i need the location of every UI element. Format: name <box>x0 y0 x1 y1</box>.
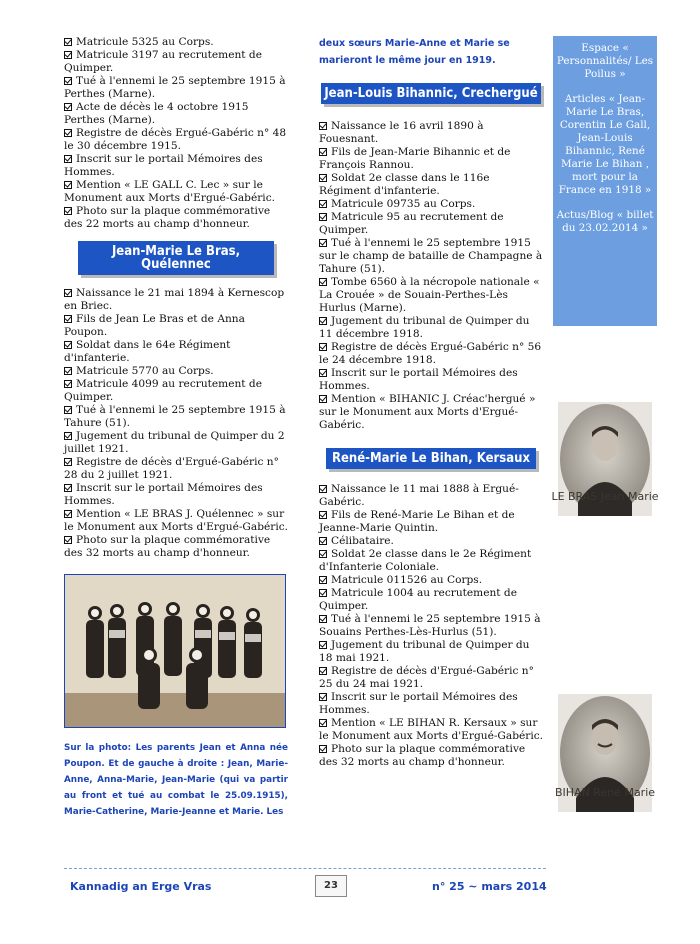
list-item-text: Mention « LE GALL C. Lec » sur le Monument aux Morts d'Ergué-Gabéric. <box>64 179 275 204</box>
list-item <box>64 75 288 101</box>
checkbox-icon <box>319 369 327 377</box>
list-item <box>64 378 288 404</box>
list-item <box>319 483 543 509</box>
list-item-text: Inscrit sur le portail Mémoires des Hommes. <box>319 691 518 716</box>
list-item <box>64 365 288 378</box>
list-item <box>319 276 543 315</box>
list-item-text: Naissance le 11 mai 1888 à Ergué-Gabéric. <box>319 483 519 508</box>
links-sidebar <box>553 36 657 326</box>
checkbox-icon <box>64 380 72 388</box>
list-item-text: Matricule 4099 au recrutement de Quimper. <box>64 378 262 403</box>
list-item <box>64 339 288 365</box>
list-item <box>319 198 543 211</box>
checkbox-icon <box>319 122 327 130</box>
checkbox-icon <box>319 641 327 649</box>
checkbox-icon <box>64 103 72 111</box>
checkbox-icon <box>64 432 72 440</box>
footer-divider <box>64 868 546 869</box>
list-item <box>319 717 543 743</box>
checkbox-icon <box>319 693 327 701</box>
checkbox-icon <box>64 129 72 137</box>
checkbox-icon <box>319 719 327 727</box>
checkbox-icon <box>319 576 327 584</box>
list-item-text: Fils de Jean-Marie Bihannic et de François Rannou. <box>319 146 511 171</box>
list-item <box>319 665 543 691</box>
checkbox-icon <box>319 343 327 351</box>
checkbox-icon <box>64 38 72 46</box>
list-item-text: Matricule 5325 au Corps. <box>76 36 214 48</box>
list-item-text: Matricule 1004 au recrutement de Quimper. <box>319 587 517 612</box>
list-item <box>64 534 288 560</box>
list-item <box>319 120 543 146</box>
list-item <box>64 101 288 127</box>
checkbox-icon <box>319 317 327 325</box>
list-item-text: Tué à l'ennemi le 25 septembre 1915 à Tahure (51). <box>64 404 286 429</box>
list-item <box>319 211 543 237</box>
list-item-text: Matricule 95 au recrutement de Quimper. <box>319 211 504 236</box>
checkbox-icon <box>319 615 327 623</box>
section-banner-lebras: Jean-Marie Le Bras, Quélennec <box>78 241 274 275</box>
checkbox-icon <box>64 181 72 189</box>
list-item <box>319 743 543 769</box>
list-item <box>64 508 288 534</box>
checkbox-icon <box>319 667 327 675</box>
list-item-text: Matricule 3197 au recrutement de Quimper. <box>64 49 262 74</box>
family-photo <box>64 574 286 728</box>
list-item <box>319 393 543 432</box>
checkbox-icon <box>64 484 72 492</box>
list-item-text: Soldat 2e classe dans le 116e Régiment d'infanterie. <box>319 172 490 197</box>
sidebar-actus-link[interactable]: Actus/Blog « billet du 23.02.2014 » <box>556 209 654 234</box>
list-item-text: Registre de décès d'Ergué-Gabéric n° 25 du 24 mai 1921. <box>319 665 534 690</box>
continuation-text: deux sœurs Marie-Anne et Marie se marieront le même jour en 1919. <box>319 38 510 66</box>
checkbox-icon <box>319 745 327 753</box>
checkbox-icon <box>64 77 72 85</box>
column-left <box>64 36 288 820</box>
list-item <box>64 456 288 482</box>
list-item <box>319 587 543 613</box>
list-item <box>64 127 288 153</box>
checkbox-icon <box>319 537 327 545</box>
checkbox-icon <box>64 155 72 163</box>
list-item-text: Tué à l'ennemi le 25 septembre 1915 à Souains Perthes-Lès-Hurlus (51). <box>319 613 541 638</box>
list-item-text: Jugement du tribunal de Quimper du 2 juillet 1921. <box>64 430 285 455</box>
list-item-text: Inscrit sur le portail Mémoires des Hommes. <box>64 482 263 507</box>
list-item-text: Inscrit sur le portail Mémoires des Hommes. <box>319 367 518 392</box>
checkbox-icon <box>64 289 72 297</box>
bihannic-list <box>319 120 543 432</box>
list-item-text: Naissance le 21 mai 1894 à Kernescop en Briec. <box>64 287 285 312</box>
sidebar-articles-link[interactable]: Articles « Jean-Marie Le Bras, Corentin Le Gall, Jean-Louis Bihannic, René Marie Le Bihan , mort pour la France en 1918 » <box>558 93 652 196</box>
list-item-text: Tombe 6560 à la nécropole nationale « La Crouée » de Souain-Perthes-Lès Hurlus (Marne). <box>319 276 540 314</box>
list-item-text: Tué à l'ennemi le 25 septembre 1915 à Perthes (Marne). <box>64 75 286 100</box>
list-item-text: Registre de décès Ergué-Gabéric n° 56 le 24 décembre 1918. <box>319 341 542 366</box>
list-item <box>319 548 543 574</box>
list-item-text: Fils de René-Marie Le Bihan et de Jeanne-Marie Quintin. <box>319 509 515 534</box>
list-item-text: Mention « LE BIHAN R. Kersaux » sur le Monument aux Morts d'Ergué-Gabéric. <box>319 717 544 742</box>
list-item <box>319 341 543 367</box>
list-item-text: Tué à l'ennemi le 25 septembre 1915 sur le champ de bataille de Champagne à Tahure (51). <box>319 237 543 275</box>
footer-issue: n° 25 ~ mars 2014 <box>432 880 547 893</box>
list-item-text: Matricule 09735 au Corps. <box>331 198 476 210</box>
list-item-text: Fils de Jean Le Bras et de Anna Poupon. <box>64 313 245 338</box>
portrait-lebras-image <box>551 402 659 516</box>
section-banner-lebihan: René-Marie Le Bihan, Kersaux <box>326 448 536 469</box>
list-item <box>64 179 288 205</box>
list-item <box>319 535 543 548</box>
intro-list <box>64 36 288 231</box>
list-item <box>319 315 543 341</box>
checkbox-icon <box>319 485 327 493</box>
list-item-text: Célibataire. <box>331 535 394 547</box>
list-item-text: Acte de décès le 4 octobre 1915 Perthes (Marne). <box>64 101 249 126</box>
list-item <box>64 205 288 231</box>
list-item <box>64 430 288 456</box>
checkbox-icon <box>64 458 72 466</box>
list-item-text: Jugement du tribunal de Quimper du 18 mai 1921. <box>319 639 530 664</box>
list-item-text: Photo sur la plaque commémorative des 32 morts au champ d'honneur. <box>64 534 271 559</box>
checkbox-icon <box>319 589 327 597</box>
list-item-text: Inscrit sur le portail Mémoires des Hommes. <box>64 153 263 178</box>
list-item-text: Matricule 5770 au Corps. <box>76 365 214 377</box>
checkbox-icon <box>319 511 327 519</box>
portrait-lebras <box>551 402 659 516</box>
list-item-text: Photo sur la plaque commémorative des 22 morts au champ d'honneur. <box>64 205 271 230</box>
list-item <box>64 404 288 430</box>
list-item <box>64 49 288 75</box>
list-item-text: Naissance le 16 avril 1890 à Fouesnant. <box>319 120 484 145</box>
list-item <box>319 613 543 639</box>
footer-publication: Kannadig an Erge Vras <box>70 880 212 893</box>
column-middle <box>319 36 543 769</box>
checkbox-icon <box>64 367 72 375</box>
list-item <box>319 639 543 665</box>
list-item-text: Mention « LE BRAS J. Quélennec » sur le Monument aux Morts d'Ergué-Gabéric. <box>64 508 289 533</box>
list-item <box>64 482 288 508</box>
checkbox-icon <box>319 395 327 403</box>
page-number: 23 <box>315 875 347 897</box>
list-item-text: Registre de décès Ergué-Gabéric n° 48 le 30 décembre 1915. <box>64 127 287 152</box>
list-item <box>64 153 288 179</box>
list-item <box>64 287 288 313</box>
list-item-text: Mention « BIHANIC J. Créac'hergué » sur le Monument aux Morts d'Ergué-Gabéric. <box>319 393 536 431</box>
checkbox-icon <box>64 510 72 518</box>
list-item-text: Matricule 011526 au Corps. <box>331 574 483 586</box>
list-item <box>319 509 543 535</box>
checkbox-icon <box>64 207 72 215</box>
checkbox-icon <box>64 406 72 414</box>
sidebar-espace-link[interactable]: Espace « Personnalités/ Les Poilus » <box>556 42 654 80</box>
photo-caption: Sur la photo: Les parents Jean et Anna née Poupon. Et de gauche à droite : Jean, Marie-Anne, Anna-Marie, Jean-Marie (qui va partir au front et tué au combat le 25.09.1915), Marie-Catherine, Marie-Jeanne et Marie. Les <box>64 743 288 817</box>
list-item <box>319 574 543 587</box>
list-item-text: Photo sur la plaque commémorative des 32 morts au champ d'honneur. <box>319 743 526 768</box>
list-item <box>319 367 543 393</box>
list-item-text: Soldat dans le 64e Régiment d'infanterie. <box>64 339 231 364</box>
checkbox-icon <box>319 278 327 286</box>
lebras-list <box>64 287 288 560</box>
checkbox-icon <box>319 200 327 208</box>
portrait-lebihan-image <box>554 694 656 812</box>
checkbox-icon <box>64 51 72 59</box>
checkbox-icon <box>319 550 327 558</box>
checkbox-icon <box>64 536 72 544</box>
family-photo-image <box>65 575 285 727</box>
checkbox-icon <box>319 239 327 247</box>
list-item-text: Soldat 2e classe dans le 2e Régiment d'Infanterie Coloniale. <box>319 548 532 573</box>
lebihan-list <box>319 483 543 769</box>
checkbox-icon <box>64 315 72 323</box>
portrait-lebihan-label: BIHAN René Marie <box>554 786 656 799</box>
list-item <box>319 691 543 717</box>
checkbox-icon <box>64 341 72 349</box>
section-banner-bihannic: Jean-Louis Bihannic, Crechergué <box>321 83 541 104</box>
checkbox-icon <box>319 174 327 182</box>
list-item <box>64 36 288 49</box>
checkbox-icon <box>319 213 327 221</box>
portrait-lebihan <box>554 694 656 812</box>
list-item <box>319 237 543 276</box>
list-item <box>64 313 288 339</box>
portrait-lebras-label: LE BRAS Jean Marie <box>551 490 659 503</box>
list-item <box>319 172 543 198</box>
list-item-text: Jugement du tribunal de Quimper du 11 décembre 1918. <box>319 315 530 340</box>
list-item <box>319 146 543 172</box>
checkbox-icon <box>319 148 327 156</box>
list-item-text: Registre de décès d'Ergué-Gabéric n° 28 du 2 juillet 1921. <box>64 456 279 481</box>
